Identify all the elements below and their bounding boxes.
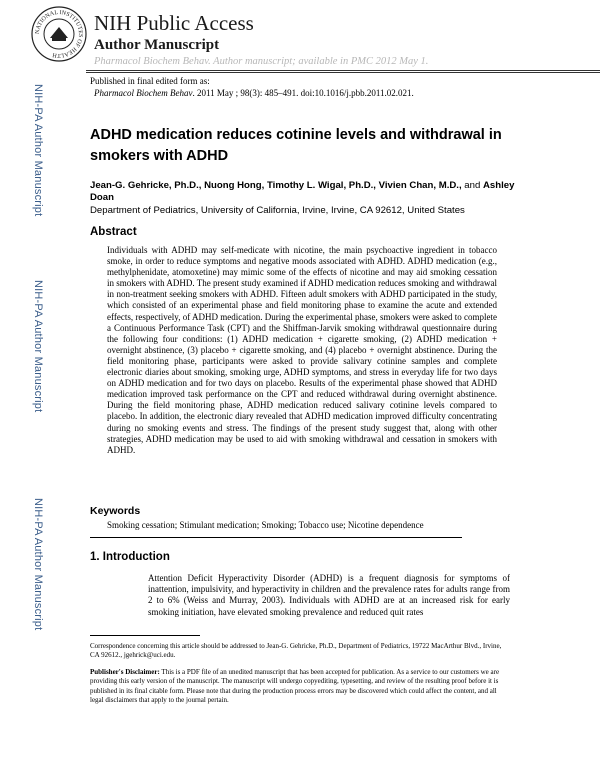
introduction-heading: 1. Introduction	[90, 551, 170, 563]
citation	[90, 87, 414, 99]
keywords-text: Smoking cessation; Stimulant medication; Smoking; Tobacco use; Nicotine dependence	[107, 520, 424, 530]
header-availability-note: Pharmacol Biochem Behav. Author manuscript; available in PMC 2012 May 1.	[94, 56, 429, 67]
logo-text: NATIONAL INSTITUTES OF HEALTH	[34, 9, 84, 59]
keywords-rule	[90, 537, 462, 538]
publication-info	[90, 75, 414, 99]
affiliation: Department of Pediatrics, University of California, Irvine, Irvine, CA 92612, United States	[90, 205, 465, 216]
header-subtitle: Author Manuscript	[94, 37, 220, 53]
authors	[90, 180, 530, 204]
sidebar-label: NIH-PA Author Manuscript	[32, 498, 44, 631]
keywords-heading: Keywords	[90, 505, 141, 517]
publication-label: Published in final edited form as:	[90, 76, 210, 86]
sidebar-label: NIH-PA Author Manuscript	[32, 280, 44, 413]
sidebar-label: NIH-PA Author Manuscript	[32, 84, 44, 217]
disclaimer-text: This is a PDF file of an unedited manuscript that has been accepted for publication. As a service to our customers we are providing this early version of the manuscript. The manuscript will undergo copyediting, typesetting, and review of the resulting proof before it is published in its final citable form. Please note that during the production process errors may be discovered which could affect the content, and all legal disclaimers that apply to the journal pertain.	[90, 668, 500, 705]
disclaimer-label: Publisher's Disclaimer:	[90, 668, 160, 676]
correspondence-footnote: Correspondence concerning this article should be addressed to Jean-G. Gehricke, Ph.D., Department of Pediatrics, 19722 MacArthur Blvd., Irvine, CA 92612., jgehrick@uci.edu.	[90, 642, 502, 660]
abstract-heading: Abstract	[90, 226, 137, 238]
header-rule	[86, 70, 600, 71]
footnote-rule	[90, 635, 200, 636]
introduction-text: Attention Deficit Hyperactivity Disorder (ADHD) is a frequent diagnosis for symptoms of inattention, impulsivity, and hyperactivity in children and the prevalence rates for adults range from 2 to 6% (Weiss and Murray, 2003). Individuals with ADHD are at an increased risk for early smoking initiation, have elevated smoking prevalence and reduced quit rates	[148, 573, 510, 617]
abstract-text: Individuals with ADHD may self-medicate with nicotine, the main psychoactive ingredient in tobacco smoke, in order to reduce symptoms and negative moods associated with ADHD. ADHD medication (e.g., methylphenidate, atomoxetine) may mimic some of the effects of nicotine and may aid smoking cessation in smokers with ADHD. The present study examined if ADHD medication reduces smoking and withdrawal in non-treatment seeking smokers with ADHD. Fifteen adult smokers with ADHD participated in the study, which consisted of an experimental phase and field monitoring phase to examine the acute and extended effects, respectively, of ADHD medication. During the experimental phase, smokers were asked to complete a Continuous Performance Task (CPT) and the Shiffman-Jarvik smoking withdrawal questionnaire during the following four conditions: (1) ADHD medication + cigarette smoking, (2) ADHD medication + overnight abstinence, (3) placebo + cigarette smoking, and (4) placebo + overnight abstinence. During the field monitoring phase, participants were asked to provide salivary cotinine samples and complete electronic diaries about smoking, smoking urge, ADHD symptoms, and stress in everyday life for two days on ADHD medication and for two days on placebo. Results of the experimental phase showed that ADHD medication improved task performance on the CPT and reduced withdrawal during overnight abstinence. During the field monitoring phase, ADHD medication reduced salivary cotinine levels compared to placebo. In addition, the electronic diary revealed that ADHD medication improved difficulty concentrating during no smoking events and stress. The findings of the present study suggest that, along with other strategies, ADHD medication may be used to aid with smoking withdrawal and cessation in smokers with ADHD.	[107, 245, 497, 455]
authors-list: Jean-G. Gehricke, Ph.D., Nuong Hong, Timothy L. Wigal, Ph.D., Vivien Chan, M.D.,	[90, 180, 462, 191]
citation-details: . 2011 May ; 98(3): 485–491. doi:10.1016/j.pbb.2011.02.021.	[192, 88, 414, 98]
disclaimer-footnote	[90, 668, 510, 706]
article-title: ADHD medication reduces cotinine levels and withdrawal in smokers with ADHD	[90, 127, 502, 164]
authors-last: Ashley Doan	[90, 180, 515, 203]
header-title: NIH Public Access	[94, 11, 254, 35]
sidebar	[0, 0, 44, 776]
citation-journal: Pharmacol Biochem Behav	[94, 88, 193, 98]
header-rule	[86, 72, 600, 73]
authors-and: and	[461, 180, 483, 191]
